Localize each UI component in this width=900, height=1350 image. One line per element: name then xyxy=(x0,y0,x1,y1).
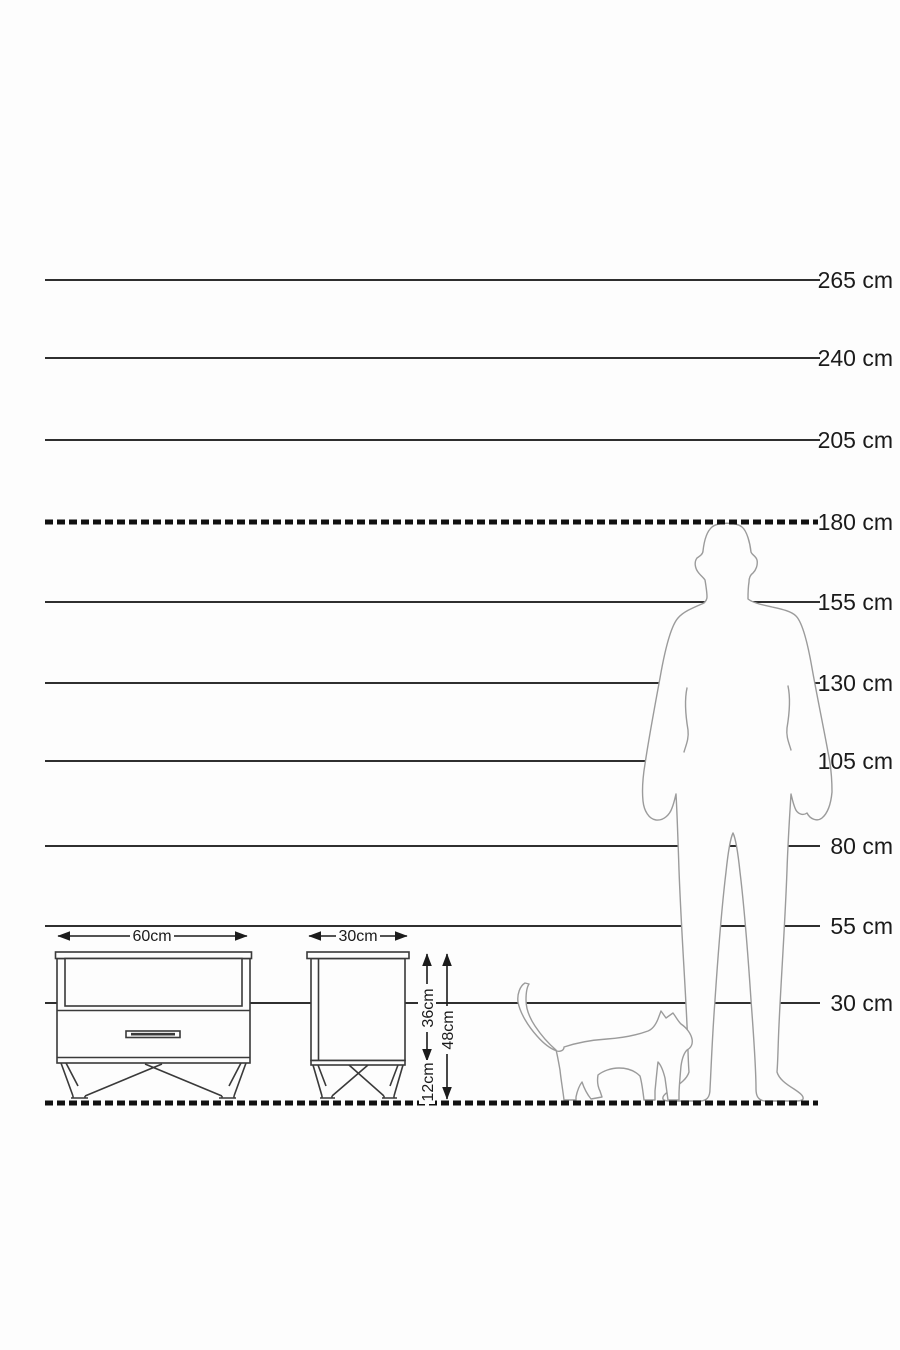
nightstand-side-view xyxy=(307,952,409,1098)
side-bottom-band xyxy=(311,1061,405,1066)
height-label-105: 105 cm xyxy=(817,748,893,774)
height-label-155: 155 cm xyxy=(817,589,893,615)
height-label-80: 80 cm xyxy=(830,833,893,859)
height-label-130: 130 cm xyxy=(817,670,893,696)
height-scale-labels xyxy=(818,267,893,1016)
leg-height-label: 12cm xyxy=(420,1062,437,1102)
nightstand-front-view xyxy=(56,952,252,1098)
height-label-240: 240 cm xyxy=(817,345,893,371)
front-open-shelf xyxy=(65,959,242,1007)
height-label-180: 180 cm xyxy=(817,509,893,535)
height-label-30: 30 cm xyxy=(830,990,893,1016)
front-width-label: 60cm xyxy=(132,928,172,945)
height-label-265: 265 cm xyxy=(817,267,893,293)
leg-height-label-group xyxy=(419,1060,437,1104)
nightstand-front-legs xyxy=(61,1063,246,1098)
nightstand-side-legs xyxy=(313,1065,403,1098)
height-label-55: 55 cm xyxy=(830,913,893,939)
cat-outline xyxy=(518,983,692,1100)
carcass-height-label: 36cm xyxy=(420,988,437,1028)
carcass-height-label-group xyxy=(418,984,437,1032)
total-height-label-group xyxy=(438,1006,457,1054)
side-depth-label: 30cm xyxy=(338,928,378,945)
side-carcass xyxy=(311,959,405,1061)
side-top-panel xyxy=(307,952,409,959)
height-label-205: 205 cm xyxy=(817,427,893,453)
total-height-label: 48cm xyxy=(440,1010,457,1050)
cat-silhouette xyxy=(518,983,692,1100)
front-top-panel xyxy=(56,952,252,959)
